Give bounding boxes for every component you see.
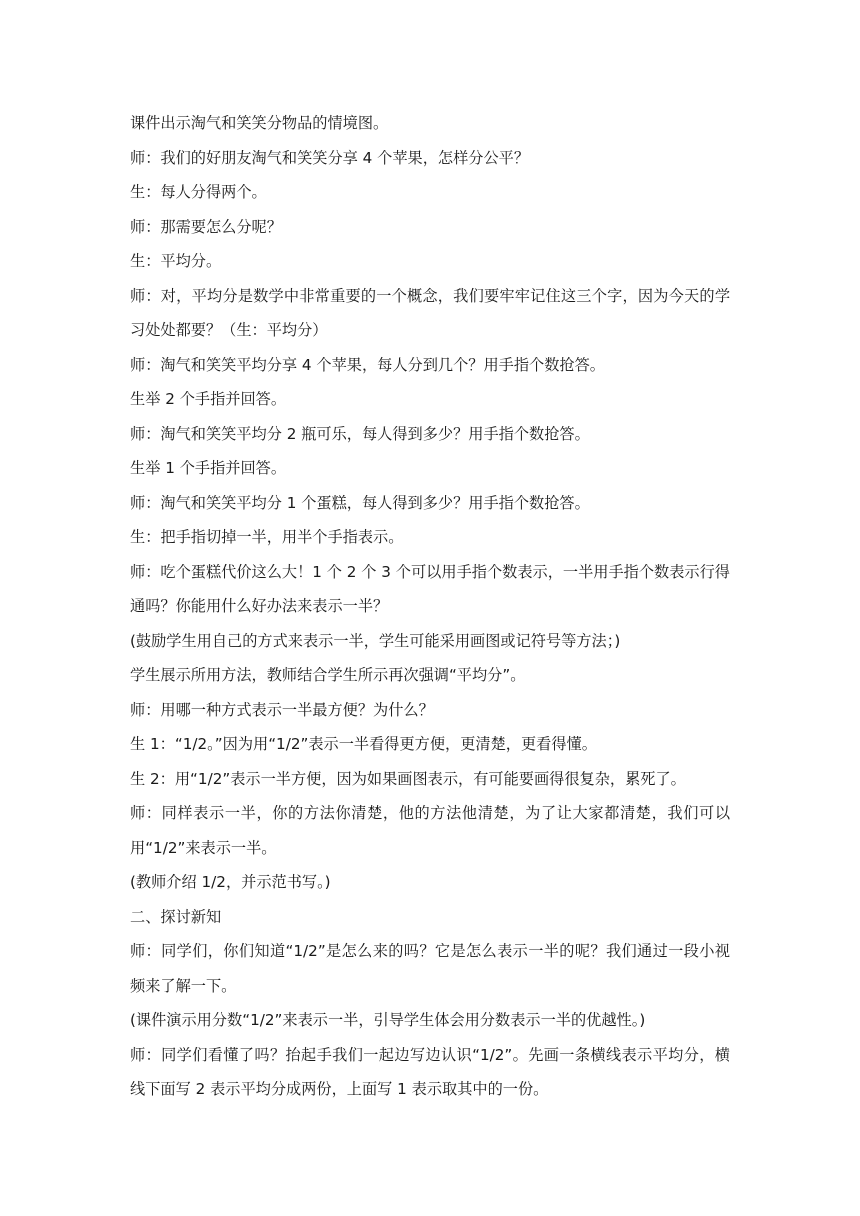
- paragraph: 生举 2 个手指并回答。: [130, 390, 287, 408]
- section-heading: 二、探讨新知: [130, 907, 222, 926]
- paragraph: 学生展示所用方法，教师结合学生所示再次强调“平均分”。: [130, 666, 526, 684]
- paragraph: 生：把手指切掉一半，用半个手指表示。: [130, 528, 404, 546]
- paragraph: 生：平均分。: [130, 252, 222, 270]
- paragraph: 师：吃个蛋糕代价这么大！1 个 2 个 3 个可以用手指个数表示，一半用手指个数表示行得通吗？你能用什么好办法来表示一半？: [130, 562, 730, 615]
- paragraph: 师：淘气和笑笑平均分 1 个蛋糕，每人得到多少？用手指个数抢答。: [130, 493, 590, 512]
- paragraph: 生：每人分得两个。: [130, 183, 267, 201]
- paragraph: 师：用哪一种方式表示一半最方便？为什么？: [130, 700, 434, 719]
- paragraph: 师：那需要怎么分呢？: [130, 217, 282, 236]
- paragraph: 师：同学们看懂了吗？抬起手我们一起边写边认识“1/2”。先画一条横线表示平均分，横线下面写 2 表示平均分成两份，上面写 1 表示取其中的一份。: [130, 1045, 730, 1098]
- paragraph: (教师介绍 1/2，并示范书写。): [130, 873, 331, 891]
- paragraph: 生举 1 个手指并回答。: [130, 459, 287, 477]
- paragraph: 师：淘气和笑笑平均分 2 瓶可乐，每人得到多少？用手指个数抢答。: [130, 424, 590, 443]
- paragraph: 生 1：“1/2。”因为用“1/2”表示一半看得更方便，更清楚，更看得懂。: [130, 735, 597, 753]
- paragraph: 师：对，平均分是数学中非常重要的一个概念，我们要牢牢记住这三个字，因为今天的学习处处都要？（生：平均分）: [130, 286, 730, 339]
- paragraph: (鼓励学生用自己的方式来表示一半，学生可能采用画图或记符号等方法；): [130, 631, 621, 650]
- paragraph: 师：同样表示一半，你的方法你清楚，他的方法他清楚，为了让大家都清楚，我们可以用“1/2”来表示一半。: [130, 804, 730, 857]
- paragraph: 师：我们的好朋友淘气和笑笑分享 4 个苹果，怎样分公平？: [130, 148, 530, 167]
- lesson-transcript: [130, 106, 730, 1107]
- paragraph: 课件出示淘气和笑笑分物品的情境图。: [130, 114, 389, 132]
- paragraph: (课件演示用分数“1/2”来表示一半，引导学生体会用分数表示一半的优越性。): [130, 1011, 646, 1029]
- paragraph: 师：淘气和笑笑平均分享 4 个苹果，每人分到几个？用手指个数抢答。: [130, 355, 605, 374]
- paragraph: 生 2：用“1/2”表示一半方便，因为如果画图表示，有可能要画得很复杂，累死了。: [130, 769, 686, 788]
- paragraph: 师：同学们，你们知道“1/2”是怎么来的吗？它是怎么表示一半的呢？我们通过一段小视频来了解一下。: [130, 942, 730, 995]
